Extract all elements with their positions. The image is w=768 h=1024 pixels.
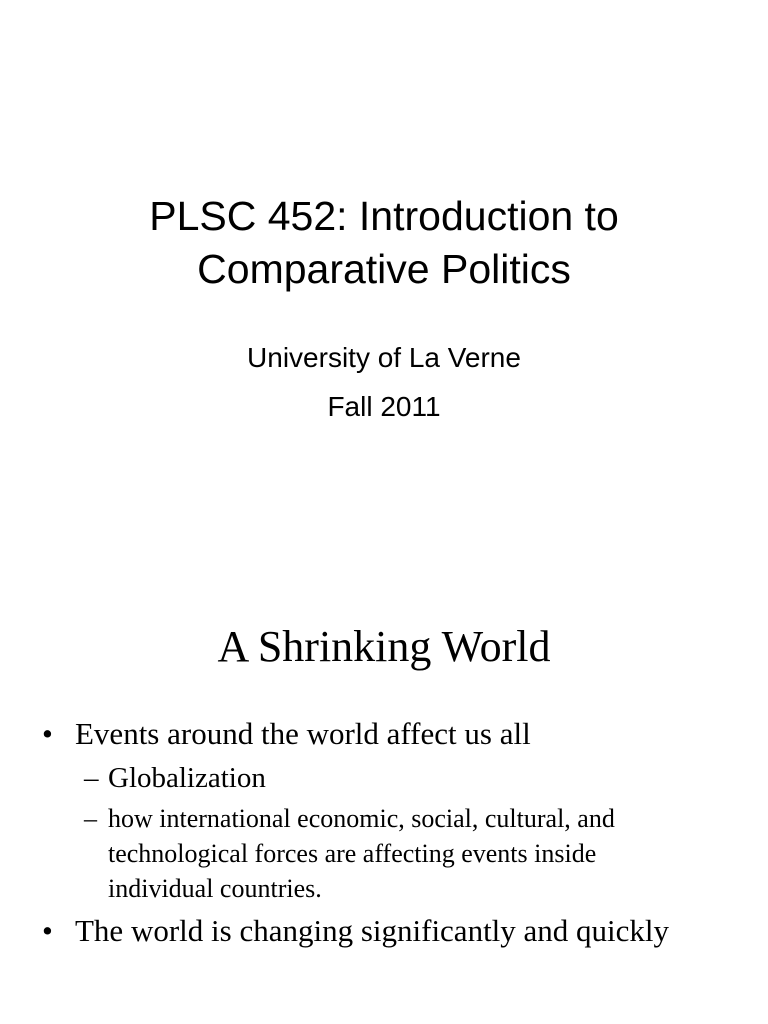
subtitle-institution: University of La Verne	[247, 342, 521, 373]
title-line-2: Comparative Politics	[197, 246, 571, 292]
bullet-text: The world is changing significantly and quickly	[75, 913, 670, 948]
bullet-text: Events around the world affect us all	[75, 716, 531, 751]
sub-bullet-item	[0, 758, 768, 798]
slide-subtitle	[0, 333, 768, 431]
slide-heading: A Shrinking World	[217, 622, 551, 671]
bullet-marker: •	[42, 716, 53, 751]
title-line-1: PLSC 452: Introduction to	[149, 193, 619, 239]
bullet-item	[0, 714, 768, 753]
bullet-item	[0, 911, 768, 950]
dash-marker: –	[84, 804, 97, 833]
bullet-list	[0, 714, 768, 955]
sub-bullet-item	[0, 801, 768, 906]
slide-title-heading	[0, 190, 768, 296]
dash-marker: –	[84, 762, 99, 794]
sub-bullet-text: how international economic, social, cultural, and technological forces are affecting events inside individual countries.	[108, 804, 615, 903]
bullet-marker: •	[42, 913, 53, 948]
subtitle-term: Fall 2011	[327, 391, 441, 422]
slide-shrinking-world	[0, 576, 768, 1024]
sub-bullet-text: Globalization	[108, 762, 266, 794]
